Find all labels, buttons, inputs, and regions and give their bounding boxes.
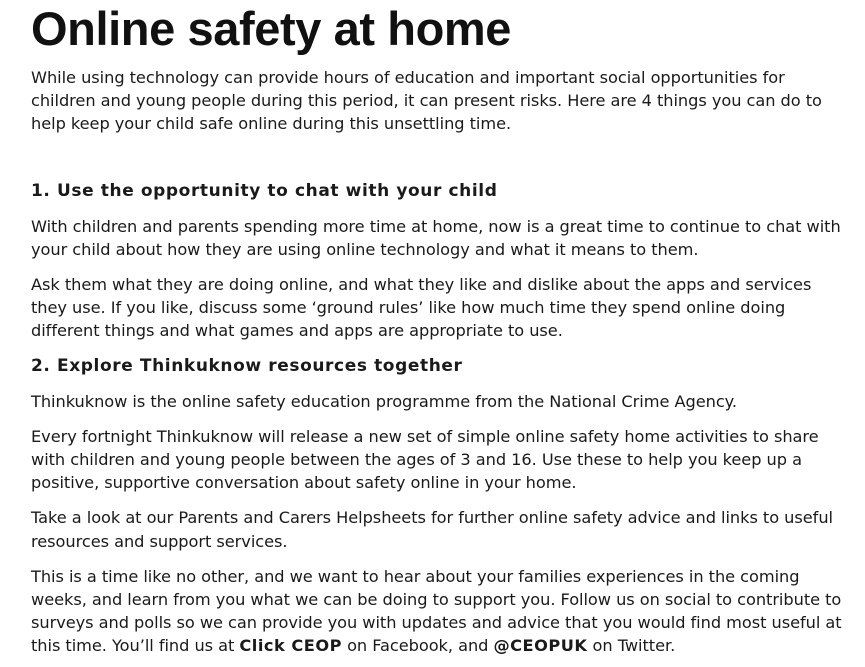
section-heading-chat: 1. Use the opportunity to chat with your child [31,180,498,201]
facebook-handle: Click CEOP [239,636,342,656]
twitter-handle: @CEOPUK [493,636,588,656]
closing-paragraph [31,565,851,658]
thinkuknow-paragraph-3: Take a look at our Parents and Carers Helpsheets for further online safety advice and links to useful resources and support services. [31,508,833,551]
page-title: Online safety at home [31,2,512,55]
intro-paragraph: While using technology can provide hours of education and important social opportunities for children and young people during this period, it can present risks. Here are 4 things you can do to help keep your child safe online during this unsettling time. [31,68,822,134]
closing-text-after: on Twitter. [587,636,676,656]
chat-paragraph-2: Ask them what they are doing online, and what they like and dislike about the apps and services they use. If you like, discuss some ‘ground rules’ like how much time they spend online doing different things and what games and apps are appropriate to use. [31,275,812,341]
thinkuknow-paragraph-2: Every fortnight Thinkuknow will release a new set of simple online safety home activities to share with children and young people between the ages of 3 and 16. Use these to help you keep up a positive, supportive conversation about safety online in your home. [31,426,819,493]
document-page [31,0,851,658]
section-heading-thinkuknow: 2. Explore Thinkuknow resources together [31,355,463,376]
chat-paragraph-1: With children and parents spending more time at home, now is a great time to continue to chat with your child about how they are using online technology and what it means to them. [31,216,841,259]
thinkuknow-paragraph-1: Thinkuknow is the online safety education programme from the National Crime Agency. [31,391,737,411]
closing-text-before: This is a time like no other, and we want to hear about your families experiences in the coming weeks, and learn from you what we can be doing to support you. Follow us on social to contribute to surveys and polls so we can provide you with updates and advice that you would find most useful at this time. You’ll find us at [31,566,842,656]
closing-text-middle: on Facebook, and [341,636,494,656]
